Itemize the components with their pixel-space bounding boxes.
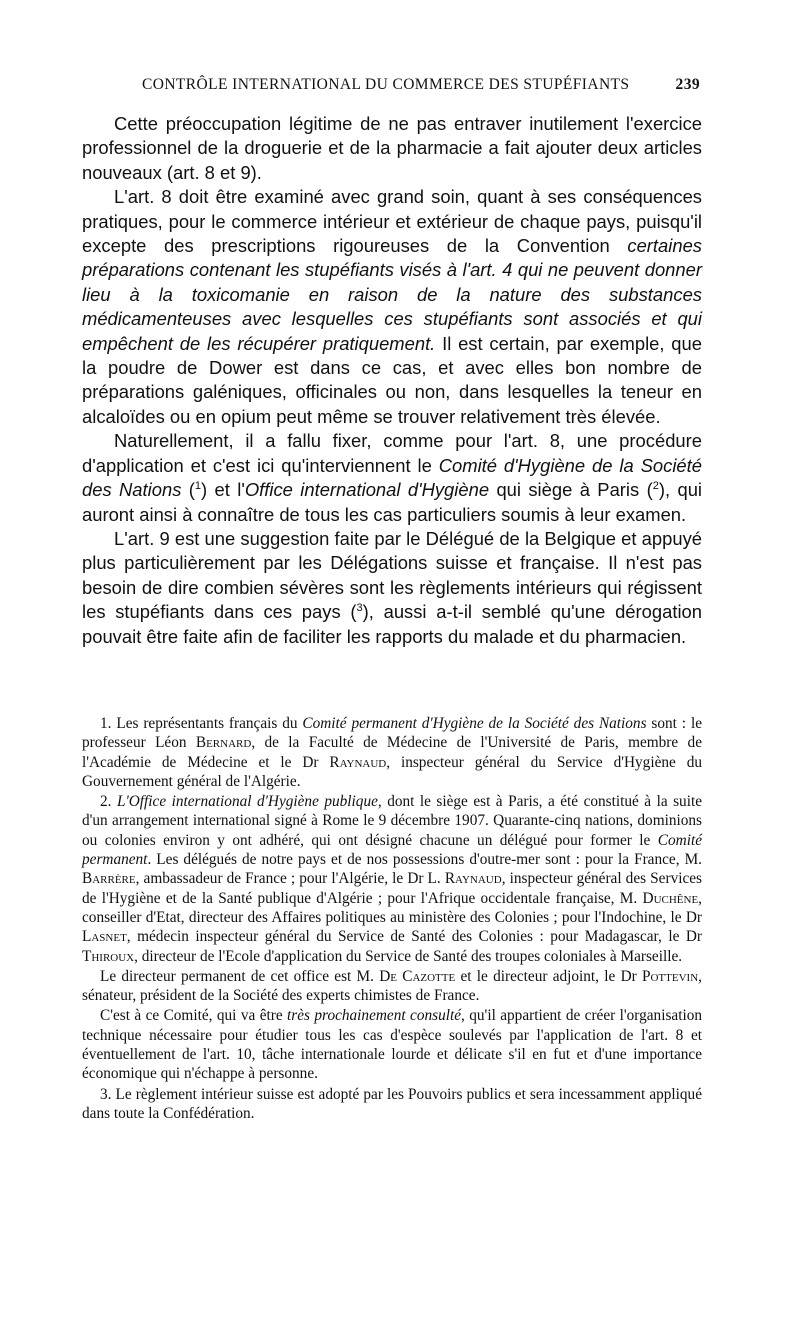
footnote-2-name-thiroux: Thiroux <box>82 947 135 965</box>
paragraph-4-text-end: ), aussi a-t-il semblé qu'une dérogation pouvait être faite afin de faciliter les rapports du malade et du pharmacien. <box>82 601 702 647</box>
footnote-1-name-bernard: Bernard <box>195 734 252 752</box>
footnote-2b-text-2: et le directeur adjoint, le Dr <box>455 967 642 985</box>
footnote-1-italic: Comité permanent d'Hygiène de la Société des Nations <box>302 715 647 732</box>
paragraph-3-text: Naturellement, il a fallu fixer, comme pour l'art. 8, une procédure d'application et c'est ici qu'interviennent le <box>82 430 702 476</box>
footnote-3-text: 3. Le règlement intérieur suisse est adopté par les Pouvoirs publics et sera incessamment appliqué dans toute la Confédération. <box>82 1085 702 1122</box>
paragraph-2-text: L'art. 8 doit être examiné avec grand soin, quant à ses conséquences pratiques, pour le commerce intérieur et extérieur de chaque pays, puisqu'il excepte des prescriptions rigoureuses de la Convention <box>82 186 702 257</box>
footnote-2-text-4: , inspecteur général des Services de l'Hygiène et de la Santé publique d'Algérie ; pour l'Afrique occidentale française, M. <box>82 870 702 907</box>
footnote-2-italic-2: Comité permanent <box>82 831 702 869</box>
footnote-2-num: 2. <box>100 793 117 811</box>
paragraph-1 <box>82 112 702 185</box>
footnote-2c-text-end: , qu'il appartient de créer l'organisation technique nécessaire pour étudier tous les cas d'espèce soulevés par l'application de l'art. 8 et éventuellement de l'art. 10, tâche internationale lourde et délicate s'il en fut et d'une importance économique qui n'échappe à personne. <box>82 1007 702 1083</box>
footnote-2-name-lasnet: Lasnet <box>82 928 127 946</box>
footnotes <box>82 714 702 1124</box>
page-number: 239 <box>675 76 700 93</box>
footnote-ref-2: 2 <box>652 479 659 492</box>
paragraph-3-text-3: qui siège à Paris ( <box>489 479 653 501</box>
footnote-2-continued-2 <box>82 1006 702 1083</box>
footnote-2-text-5: , conseiller d'Etat, directeur des Affaires politiques au ministère des Colonies ; pour l'Indochine, le Dr <box>82 889 702 926</box>
footnote-2b-text-end: , sénateur, président de la Société des experts chimistes de France. <box>82 967 702 1005</box>
paragraph-4-text: L'art. 9 est une suggestion faite par le Délégué de la Belgique et appuyé plus particulièrement par les Délégations suisse et française. Il n'est pas besoin de dire combien sévères sont les règlements intérieurs qui régissent les stupéfiants dans ces pays ( <box>82 527 702 623</box>
committee-name: Comité d'Hygiène de la Société des Nations <box>82 454 702 501</box>
footnote-2c-italic: très prochainement consulté <box>287 1007 462 1025</box>
footnote-2b-name-pottevin: Pottevin <box>641 967 699 985</box>
footnote-2-text-3: , ambassadeur de France ; pour l'Algérie, le Dr L. <box>135 870 445 888</box>
footnote-1 <box>82 714 702 791</box>
footnote-2-name-barrere: Barrère <box>82 870 136 888</box>
footnote-2-italic: L'Office international d'Hygiène publique <box>116 793 378 811</box>
footnote-1-name-raynaud: Raynaud <box>329 753 387 771</box>
footnote-2c-text: C'est à ce Comité, qui va être <box>100 1007 288 1025</box>
paragraph-1-text: Cette préoccupation légitime de ne pas entraver inutilement l'exercice professionnel de la droguerie et de la pharmacie a fait ajouter deux articles nouveaux (art. 8 et 9). <box>82 113 702 183</box>
main-text <box>82 112 702 649</box>
footnote-3 <box>82 1085 702 1124</box>
running-header <box>82 76 700 98</box>
footnote-2b-name-cazotte: De Cazotte <box>379 967 456 985</box>
footnote-2-text-end: , directeur de l'Ecole d'application du Service de Santé des troupes coloniales à Marseille. <box>134 947 683 965</box>
footnote-2-name-duchene: Duchêne <box>642 889 699 907</box>
footnote-2-name-raynaud: Raynaud <box>444 870 502 888</box>
footnote-ref-3: 3 <box>356 602 363 614</box>
footnote-2-text: , dont le siège est à Paris, a été constitué à la suite d'un arrangement international signé à Rome le 9 décembre 1907. Quarante-cinq nations, dominions ou colonies environ y ont adhéré, qui ont désigné chacune un délégué pour former le <box>82 793 702 849</box>
footnote-2b-text: Le directeur permanent de cet office est M. <box>100 967 380 985</box>
paragraph-4 <box>82 527 702 649</box>
footnote-1-text: 1. Les représentants français du <box>100 715 303 732</box>
footnote-2-text-2: . Les délégués de notre pays et de nos possessions d'outre-mer sont : pour la France, M. <box>147 851 702 869</box>
footnote-2-text-6: , médecin inspecteur général du Service de Santé des Colonies : pour Madagascar, le Dr <box>126 928 702 946</box>
footnote-2 <box>82 792 702 966</box>
footnote-1-text-end: , inspecteur général du Service d'Hygiène du Gouvernement général de l'Algérie. <box>82 753 703 790</box>
paragraph-2 <box>82 185 702 429</box>
office-name: Office international d'Hygiène <box>244 479 490 501</box>
paragraph-3-text-2: ) et l' <box>201 479 245 501</box>
paragraph-2-italic: certaines préparations contenant les stupéfiants visés à l'art. 4 qui ne peuvent donner lieu à la toxicomanie en raison de la nature des substances médicamenteuses avec lesquelles ces stupéfiants sont associés et qui empêchent de les récupérer pratiquement. <box>82 235 702 354</box>
footnote-2-continued-1 <box>82 967 702 1006</box>
paragraph-3-text-end: ), qui auront ainsi à connaître de tous les cas particuliers soumis à leur examen. <box>82 479 703 525</box>
paragraph-3 <box>82 429 702 527</box>
footnote-1-text-3: , de la Faculté de Médecine de l'Université de Paris, membre de l'Académie de Médecine et le Dr <box>82 734 702 771</box>
paragraph-3-paren: ( <box>181 479 195 501</box>
footnote-ref-1: 1 <box>194 479 202 492</box>
footnote-1-text-2: sont : le professeur Léon <box>82 715 702 752</box>
paragraph-2-text-end: Il est certain, par exemple, que la poudre de Dower est dans ce cas, et avec elles bon nombre de préparations galéniques, officinales ou non, dans lesquelles la teneur en alcaloïdes ou en opium peut même se trouver relativement très élevée. <box>82 332 702 427</box>
running-title: CONTRÔLE INTERNATIONAL DU COMMERCE DES STUPÉFIANTS <box>142 76 630 93</box>
